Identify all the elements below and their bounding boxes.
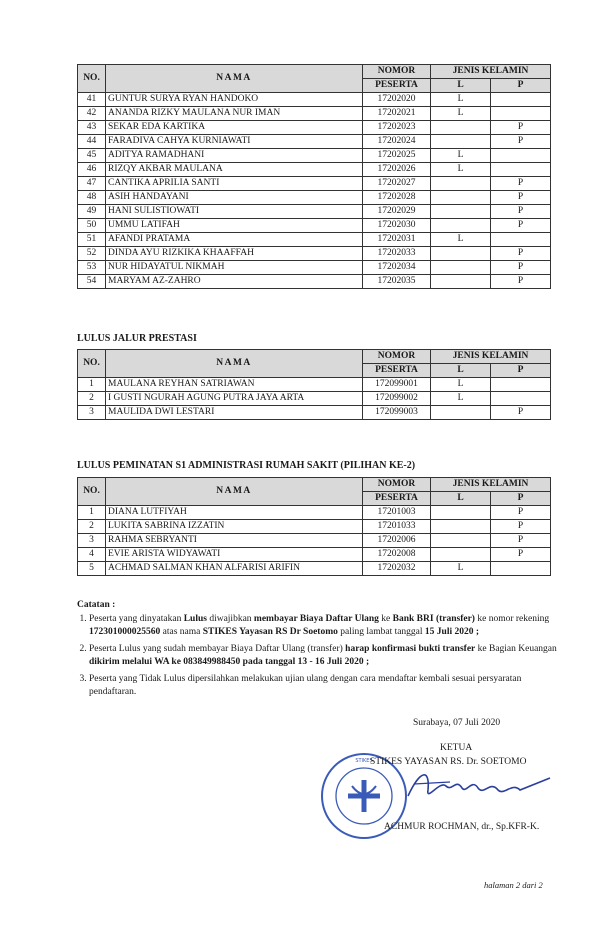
cell-nama: GUNTUR SURYA RYAN HANDOKO bbox=[106, 93, 363, 107]
cell-no: 49 bbox=[78, 205, 106, 219]
cell-no: 50 bbox=[78, 219, 106, 233]
cell-peserta: 17201003 bbox=[363, 506, 431, 520]
col-nomor: NOMOR bbox=[363, 350, 431, 364]
signature bbox=[400, 760, 560, 810]
table-row bbox=[78, 520, 551, 534]
cell-nama: RIZQY AKBAR MAULANA bbox=[106, 163, 363, 177]
cell-p bbox=[491, 93, 551, 107]
table-row bbox=[78, 93, 551, 107]
cell-nama: MARYAM AZ-ZAHRO bbox=[106, 275, 363, 289]
cell-l bbox=[431, 191, 491, 205]
table-row bbox=[78, 135, 551, 149]
table-row bbox=[78, 121, 551, 135]
table-row bbox=[78, 149, 551, 163]
cell-p: P bbox=[491, 177, 551, 191]
table-row bbox=[78, 548, 551, 562]
cell-peserta: 17202023 bbox=[363, 121, 431, 135]
cell-nama: ANANDA RIZKY MAULANA NUR IMAN bbox=[106, 107, 363, 121]
cell-l bbox=[431, 205, 491, 219]
cell-nama: LUKITA SABRINA IZZATIN bbox=[106, 520, 363, 534]
table-row bbox=[78, 163, 551, 177]
cell-p bbox=[491, 163, 551, 177]
cell-peserta: 17202021 bbox=[363, 107, 431, 121]
note2-text-b: harap konfirmasi bukti transfer bbox=[345, 644, 476, 654]
cell-p: P bbox=[491, 406, 551, 420]
table-row bbox=[78, 191, 551, 205]
col-nama: NAMA bbox=[106, 478, 363, 506]
col-no: NO. bbox=[78, 65, 106, 93]
cell-l bbox=[431, 506, 491, 520]
notes bbox=[77, 600, 557, 703]
cell-peserta: 17202008 bbox=[363, 548, 431, 562]
cell-l bbox=[431, 247, 491, 261]
table-administrasi bbox=[77, 477, 551, 576]
cell-peserta: 17202028 bbox=[363, 191, 431, 205]
cell-peserta: 172099001 bbox=[363, 378, 431, 392]
cell-no: 4 bbox=[78, 548, 106, 562]
cell-l bbox=[431, 219, 491, 233]
note1-text-g: ke nomor rekening bbox=[474, 614, 550, 624]
place-date: Surabaya, 07 Juli 2020 bbox=[413, 718, 501, 728]
cell-p: P bbox=[491, 205, 551, 219]
col-nomor: NOMOR bbox=[363, 478, 431, 492]
cell-no: 42 bbox=[78, 107, 106, 121]
cell-l: L bbox=[431, 163, 491, 177]
note2-text-a: Peserta Lulus yang sudah membayar Biaya Daftar Ulang (transfer) bbox=[89, 644, 346, 654]
note1-account: 172301000025560 bbox=[89, 627, 161, 637]
cell-no: 53 bbox=[78, 261, 106, 275]
cell-nama: RAHMA SEBRYANTI bbox=[106, 534, 363, 548]
table-row bbox=[78, 406, 551, 420]
cell-l bbox=[431, 406, 491, 420]
note-item-3 bbox=[89, 673, 557, 699]
cell-nama: AFANDI PRATAMA bbox=[106, 233, 363, 247]
cell-no: 46 bbox=[78, 163, 106, 177]
cell-p: P bbox=[491, 247, 551, 261]
note3-text: Peserta yang Tidak Lulus dipersilahkan melakukan ujian ulang dengan cara mendaftar kembali sesuai persyaratan pendaftaran. bbox=[89, 674, 522, 697]
cell-p: P bbox=[491, 520, 551, 534]
note1-text-e: ke bbox=[378, 614, 393, 624]
section-administrasi-title: LULUS PEMINATAN S1 ADMINISTRASI RUMAH SAKIT (PILIHAN KE-2) bbox=[77, 460, 416, 471]
cell-no: 54 bbox=[78, 275, 106, 289]
note-item-1 bbox=[89, 613, 557, 639]
cell-peserta: 172099003 bbox=[363, 406, 431, 420]
note1-text-d: membayar Biaya Daftar Ulang bbox=[253, 614, 379, 624]
cell-no: 44 bbox=[78, 135, 106, 149]
col-p: P bbox=[491, 79, 551, 93]
note1-text-i: atas nama bbox=[160, 627, 203, 637]
table-row bbox=[78, 562, 551, 576]
table-row bbox=[78, 177, 551, 191]
cell-l: L bbox=[431, 107, 491, 121]
note2-text-c: ke Bagian Keuangan bbox=[475, 644, 557, 654]
cell-peserta: 172099002 bbox=[363, 392, 431, 406]
table-row bbox=[78, 392, 551, 406]
cell-no: 51 bbox=[78, 233, 106, 247]
table-row bbox=[78, 107, 551, 121]
cell-peserta: 17202027 bbox=[363, 177, 431, 191]
cell-peserta: 17201033 bbox=[363, 520, 431, 534]
cell-peserta: 17202029 bbox=[363, 205, 431, 219]
cell-nama: ACHMAD SALMAN KHAN ALFARISI ARIFIN bbox=[106, 562, 363, 576]
cell-no: 1 bbox=[78, 506, 106, 520]
cell-peserta: 17202025 bbox=[363, 149, 431, 163]
cell-peserta: 17202031 bbox=[363, 233, 431, 247]
note1-deadline: 15 Juli 2020 ; bbox=[424, 627, 480, 637]
cell-p bbox=[491, 233, 551, 247]
cell-peserta: 17202026 bbox=[363, 163, 431, 177]
cell-l: L bbox=[431, 378, 491, 392]
cell-peserta: 17202032 bbox=[363, 562, 431, 576]
col-peserta: PESERTA bbox=[363, 79, 431, 93]
cell-l bbox=[431, 548, 491, 562]
col-l: L bbox=[431, 79, 491, 93]
table-row bbox=[78, 219, 551, 233]
cell-l: L bbox=[431, 93, 491, 107]
cell-nama: MAULANA REYHAN SATRIAWAN bbox=[106, 378, 363, 392]
cell-l: L bbox=[431, 149, 491, 163]
cell-nama: FARADIVA CAHYA KURNIAWATI bbox=[106, 135, 363, 149]
cell-p bbox=[491, 392, 551, 406]
page-number: halaman 2 dari 2 bbox=[484, 880, 543, 890]
cell-no: 47 bbox=[78, 177, 106, 191]
table-row bbox=[78, 261, 551, 275]
cell-l bbox=[431, 275, 491, 289]
note1-text-a: Peserta yang dinyatakan bbox=[89, 614, 184, 624]
cell-p: P bbox=[491, 548, 551, 562]
signer-role: KETUA bbox=[440, 743, 473, 753]
col-p: P bbox=[491, 492, 551, 506]
cell-no: 5 bbox=[78, 562, 106, 576]
cell-nama: DIANA LUTFIYAH bbox=[106, 506, 363, 520]
note1-text-c: diwajibkan bbox=[206, 614, 254, 624]
cell-l bbox=[431, 261, 491, 275]
cell-p: P bbox=[491, 219, 551, 233]
table-row bbox=[78, 378, 551, 392]
cell-l bbox=[431, 534, 491, 548]
svg-text:STIKES: STIKES bbox=[355, 758, 373, 764]
cell-p: P bbox=[491, 135, 551, 149]
cell-nama: DINDA AYU RIZKIKA KHAAFFAH bbox=[106, 247, 363, 261]
note-item-2 bbox=[89, 643, 557, 669]
cell-no: 48 bbox=[78, 191, 106, 205]
col-jenis: JENIS KELAMIN bbox=[431, 478, 551, 492]
cell-nama: SEKAR EDA KARTIKA bbox=[106, 121, 363, 135]
col-no: NO. bbox=[78, 350, 106, 378]
notes-title: Catatan : bbox=[77, 600, 116, 610]
cell-no: 3 bbox=[78, 406, 106, 420]
cell-no: 43 bbox=[78, 121, 106, 135]
note1-text-f: Bank BRI (transfer) bbox=[392, 614, 475, 624]
table-row bbox=[78, 205, 551, 219]
cell-peserta: 17202020 bbox=[363, 93, 431, 107]
institution-name: STIKES YAYASAN RS. Dr. SOETOMO bbox=[370, 757, 527, 767]
cell-nama: I GUSTI NGURAH AGUNG PUTRA JAYA ARTA bbox=[106, 392, 363, 406]
cell-nama: UMMU LATIFAH bbox=[106, 219, 363, 233]
cell-l bbox=[431, 135, 491, 149]
col-jenis: JENIS KELAMIN bbox=[431, 350, 551, 364]
cell-l: L bbox=[431, 562, 491, 576]
cell-p: P bbox=[491, 506, 551, 520]
cell-no: 3 bbox=[78, 534, 106, 548]
cell-l bbox=[431, 121, 491, 135]
cell-p bbox=[491, 149, 551, 163]
cell-p: P bbox=[491, 191, 551, 205]
table-row bbox=[78, 247, 551, 261]
col-jenis: JENIS KELAMIN bbox=[431, 65, 551, 79]
cell-nama: ADITYA RAMADHANI bbox=[106, 149, 363, 163]
table-row bbox=[78, 275, 551, 289]
cell-p: P bbox=[491, 121, 551, 135]
cell-p bbox=[491, 562, 551, 576]
cell-l: L bbox=[431, 233, 491, 247]
col-nama: NAMA bbox=[106, 350, 363, 378]
cell-l bbox=[431, 520, 491, 534]
cell-peserta: 17202033 bbox=[363, 247, 431, 261]
cell-no: 2 bbox=[78, 392, 106, 406]
cell-nama: CANTIKA APRILIA SANTI bbox=[106, 177, 363, 191]
col-l: L bbox=[431, 364, 491, 378]
cell-no: 41 bbox=[78, 93, 106, 107]
table-row bbox=[78, 233, 551, 247]
cell-nama: HANI SULISTIOWATI bbox=[106, 205, 363, 219]
section-prestasi-title: LULUS JALUR PRESTASI bbox=[77, 333, 197, 344]
note2-text-d: dikirim melalui WA ke 083849988450 pada tanggal 13 - 16 Juli 2020 ; bbox=[89, 657, 370, 667]
cell-p bbox=[491, 378, 551, 392]
cell-l: L bbox=[431, 392, 491, 406]
cell-p bbox=[491, 107, 551, 121]
table-row bbox=[78, 534, 551, 548]
signer-name: ACHMUR ROCHMAN, dr., Sp.KFR-K. bbox=[384, 822, 540, 832]
col-no: NO. bbox=[78, 478, 106, 506]
cell-nama: ASIH HANDAYANI bbox=[106, 191, 363, 205]
cell-p: P bbox=[491, 275, 551, 289]
col-p: P bbox=[491, 364, 551, 378]
cell-peserta: 17202024 bbox=[363, 135, 431, 149]
table-row bbox=[78, 506, 551, 520]
cell-no: 1 bbox=[78, 378, 106, 392]
col-peserta: PESERTA bbox=[363, 364, 431, 378]
cell-peserta: 17202030 bbox=[363, 219, 431, 233]
note1-text-b: Lulus bbox=[183, 614, 207, 624]
col-nomor: NOMOR bbox=[363, 65, 431, 79]
cell-no: 2 bbox=[78, 520, 106, 534]
cell-l bbox=[431, 177, 491, 191]
cell-no: 52 bbox=[78, 247, 106, 261]
cell-peserta: 17202035 bbox=[363, 275, 431, 289]
cell-nama: MAULIDA DWI LESTARI bbox=[106, 406, 363, 420]
note1-text-k: paling lambat tanggal bbox=[337, 627, 425, 637]
col-l: L bbox=[431, 492, 491, 506]
cell-nama: NUR HIDAYATUL NIKMAH bbox=[106, 261, 363, 275]
cell-peserta: 17202034 bbox=[363, 261, 431, 275]
cell-p: P bbox=[491, 534, 551, 548]
table-prestasi bbox=[77, 349, 551, 420]
col-peserta: PESERTA bbox=[363, 492, 431, 506]
cell-nama: EVIE ARISTA WIDYAWATI bbox=[106, 548, 363, 562]
col-nama: NAMA bbox=[106, 65, 363, 93]
cell-p: P bbox=[491, 261, 551, 275]
note1-text-j: STIKES Yayasan RS Dr Soetomo bbox=[202, 627, 338, 637]
table-main bbox=[77, 64, 551, 289]
cell-peserta: 17202006 bbox=[363, 534, 431, 548]
cell-no: 45 bbox=[78, 149, 106, 163]
